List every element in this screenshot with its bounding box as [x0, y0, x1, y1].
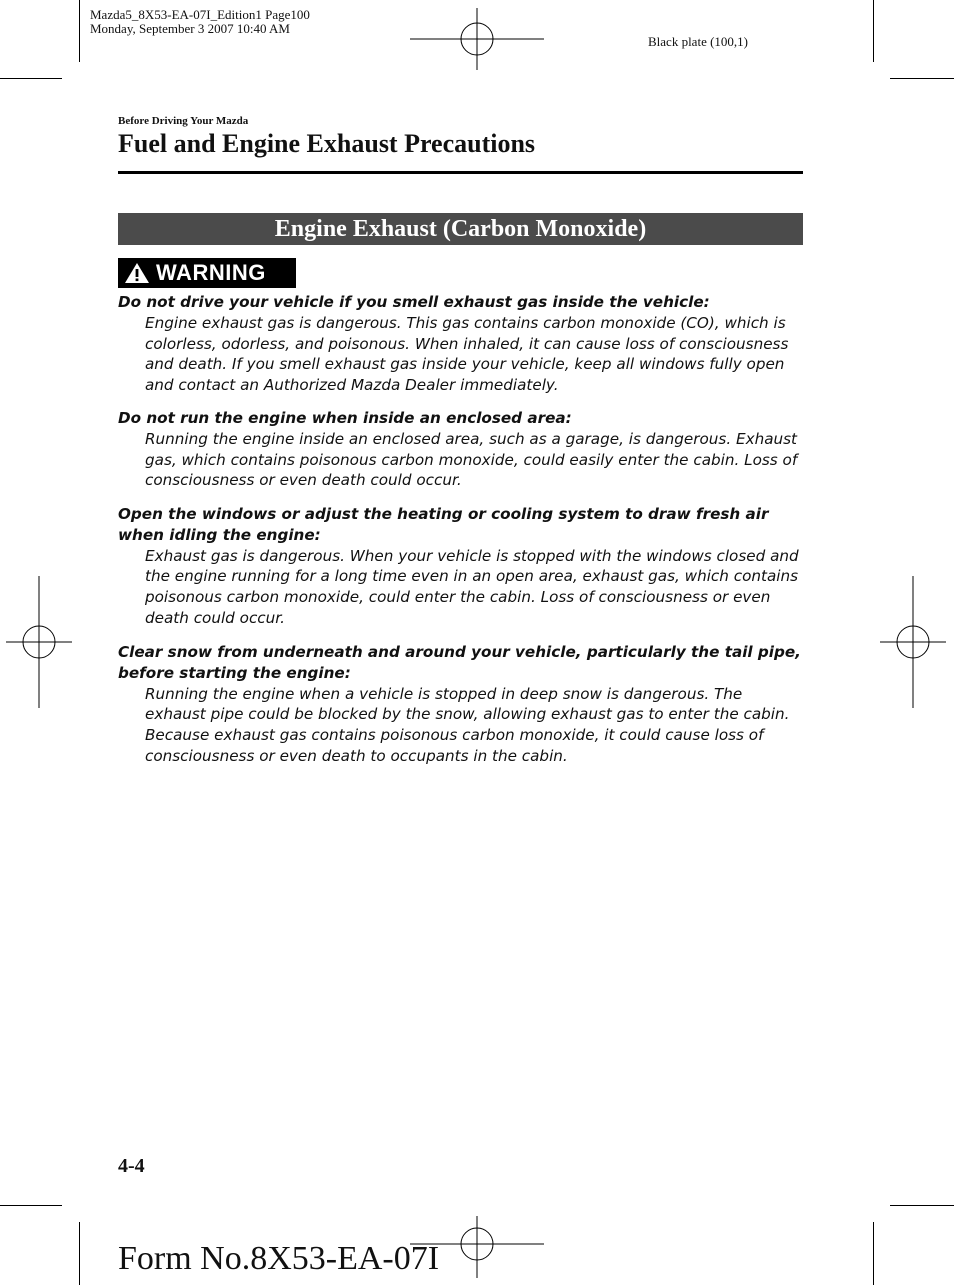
warning-body: Running the engine when a vehicle is stopped in deep snow is dangerous. The exhaust pipe could be blocked by the snow, allowing exhaust gas to enter the cabin. Because exhaust gas contains poisonous carbon monoxide, it could cause loss of consciousness or even death to occupants in the cabin. [145, 684, 790, 765]
warning-item [118, 642, 804, 767]
print-info [90, 8, 310, 36]
crop-mark [890, 1205, 954, 1206]
print-info-line: Mazda5_8X53-EA-07I_Edition1 Page100 [90, 7, 310, 22]
crop-mark [79, 1222, 80, 1285]
warning-item [118, 408, 804, 491]
warning-badge [118, 258, 296, 288]
subsection-title: Engine Exhaust (Carbon Monoxide) [118, 213, 803, 245]
warning-body: Exhaust gas is dangerous. When your vehicle is stopped with the windows closed and the engine running for a long time even in an open area, exhaust gas, which contains poisonous carbon monoxide, could enter the cabin. Loss of consciousness or even death could occur. [145, 546, 799, 627]
crop-mark [873, 0, 874, 62]
warning-label: WARNING [156, 260, 266, 285]
warning-body: Engine exhaust gas is dangerous. This gas contains carbon monoxide (CO), which is colorless, odorless, and poisonous. When inhaled, it can cause loss of consciousness and death. If you smell exhaust gas inside your vehicle, keep all windows fully open and contact an Authorized Mazda Dealer immediately. [145, 313, 789, 395]
warning-heading: Clear snow from underneath and around your vehicle, particularly the tail pipe, before starting the engine: [118, 643, 801, 682]
crop-mark [0, 1205, 62, 1206]
print-info-line: Monday, September 3 2007 10:40 AM [90, 21, 290, 36]
crop-mark [890, 78, 954, 79]
page-number: 4-4 [118, 1155, 145, 1177]
crop-mark [0, 78, 62, 79]
warning-heading: Open the windows or adjust the heating or cooling system to draw fresh air when idling the engine: [118, 505, 769, 544]
title-rule [118, 171, 803, 174]
warning-heading: Do not run the engine when inside an enclosed area: [118, 409, 572, 427]
page-title: Fuel and Engine Exhaust Precautions [118, 129, 536, 158]
form-number: Form No.8X53-EA-07I [118, 1240, 440, 1277]
registration-mark-icon [6, 576, 72, 708]
registration-mark-icon [410, 8, 544, 70]
warning-body: Running the engine inside an enclosed area, such as a garage, is dangerous. Exhaust gas, which contains poisonous carbon monoxide, could easily enter the cabin. Loss of consciousness or even death could occur. [145, 429, 798, 490]
warning-triangle-icon [124, 262, 150, 284]
warning-item [118, 292, 804, 396]
plate-label: Black plate (100,1) [648, 34, 748, 49]
warning-heading: Do not drive your vehicle if you smell exhaust gas inside the vehicle: [118, 293, 710, 311]
section-label: Before Driving Your Mazda [118, 115, 249, 127]
crop-mark [873, 1222, 874, 1285]
registration-mark-icon [880, 576, 946, 708]
warning-item [118, 504, 804, 629]
crop-mark [79, 0, 80, 62]
